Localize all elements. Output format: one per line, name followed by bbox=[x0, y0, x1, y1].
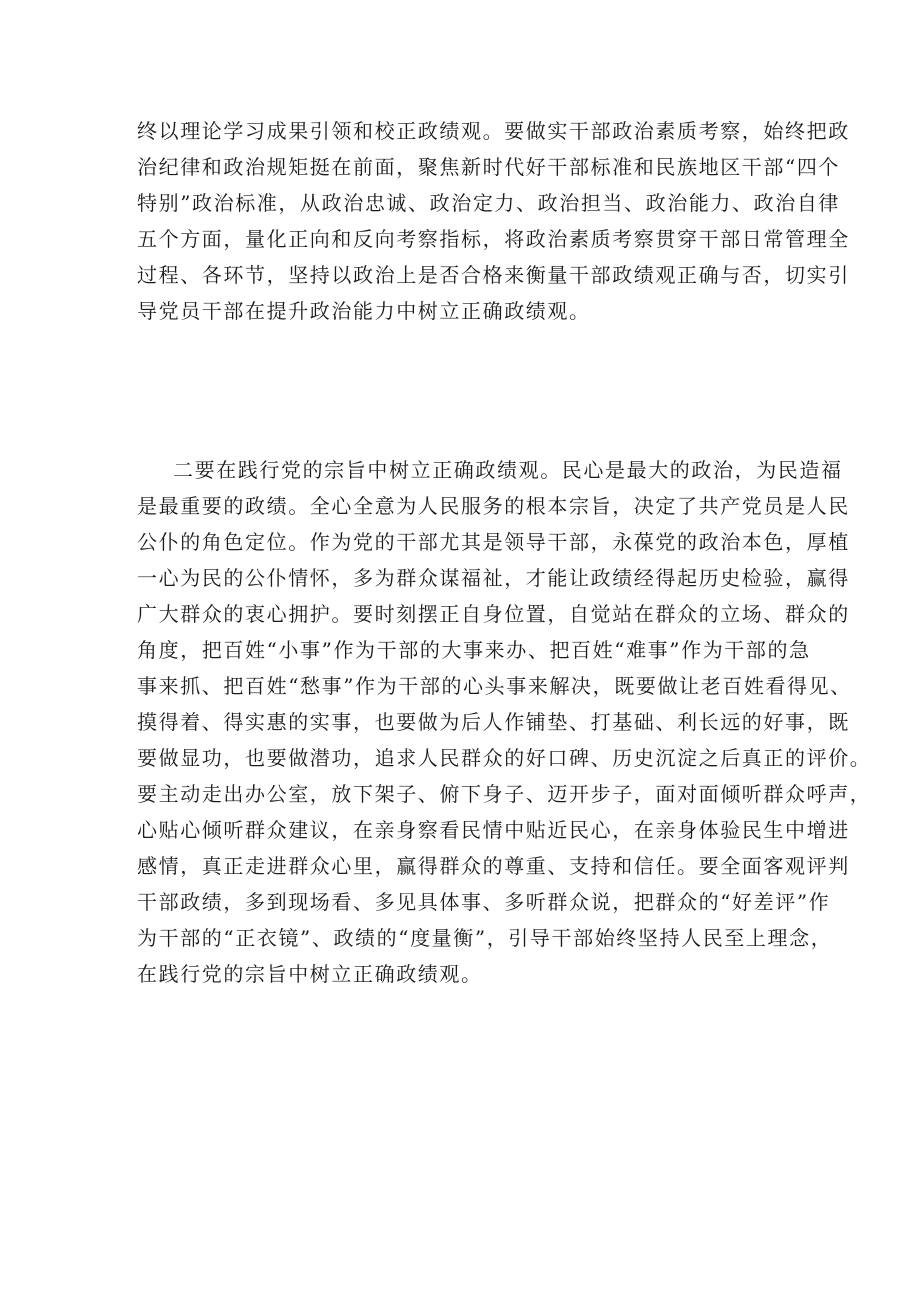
text-line: 感情，真正走进群众心里，赢得群众的尊重、支持和信任。要全面客观评判 bbox=[137, 854, 850, 878]
text-line: 广大群众的衷心拥护。要时刻摆正自身位置，自觉站在群众的立场、群众的 bbox=[137, 602, 850, 626]
text-line: 为干部的“正衣镜”、政绩的“度量衡”，引导干部始终坚持人民至上理念， bbox=[137, 926, 833, 950]
text-line: 心贴心倾听群众建议，在亲身察看民情中贴近民心，在亲身体验民生中增进 bbox=[137, 818, 850, 842]
text-line: 角度，把百姓“小事”作为干部的大事来办、把百姓“难事”作为干部的急 bbox=[137, 638, 811, 662]
text-line: 过程、各环节，坚持以政治上是否合格来衡量干部政绩观正确与否，切实引 bbox=[137, 263, 850, 287]
text-line: 摸得着、得实惠的实事，也要做为后人作铺垫、打基础、利长远的好事，既 bbox=[137, 710, 850, 734]
text-line: 五个方面，量化正向和反向考察指标，将政治素质考察贯穿干部日常管理全 bbox=[137, 227, 850, 251]
text-line: 一心为民的公仆情怀，多为群众谋福祉，才能让政绩经得起历史检验，赢得 bbox=[137, 566, 850, 590]
text-line: 要主动走出办公室，放下架子、俯下身子、迈开步子，面对面倾听群众呼声， bbox=[137, 782, 872, 806]
text-line: 终以理论学习成果引领和校正政绩观。要做实干部政治素质考察，始终把政 bbox=[137, 119, 850, 143]
text-line: 在践行党的宗旨中树立正确政绩观。 bbox=[137, 962, 483, 986]
text-line: 公仆的角色定位。作为党的干部尤其是领导干部，永葆党的政治本色，厚植 bbox=[137, 530, 850, 554]
text-line: 要做显功，也要做潜功，追求人民群众的好口碑、历史沉淀之后真正的评价。 bbox=[137, 746, 872, 770]
text-line: 特别”政治标准，从政治忠诚、政治定力、政治担当、政治能力、政治自律 bbox=[137, 191, 841, 215]
paragraph-political-quality bbox=[137, 113, 850, 329]
paragraph-party-purpose bbox=[137, 452, 872, 992]
text-line: 事来抓、把百姓“愁事”作为干部的心头事来解决，既要做让老百姓看得见、 bbox=[137, 674, 852, 698]
text-line: 干部政绩，多到现场看、多见具体事、多听群众说，把群众的“好差评”作 bbox=[137, 890, 831, 914]
text-line: 导党员干部在提升政治能力中树立正确政绩观。 bbox=[137, 299, 591, 323]
text-line: 治纪律和政治规矩挺在前面，聚焦新时代好干部标准和民族地区干部“四个 bbox=[137, 155, 841, 179]
text-line: 是最重要的政绩。全心全意为人民服务的根本宗旨，决定了共产党员是人民 bbox=[137, 494, 850, 518]
text-line: 二要在践行党的宗旨中树立正确政绩观。民心是最大的政治，为民造福 bbox=[173, 458, 843, 482]
